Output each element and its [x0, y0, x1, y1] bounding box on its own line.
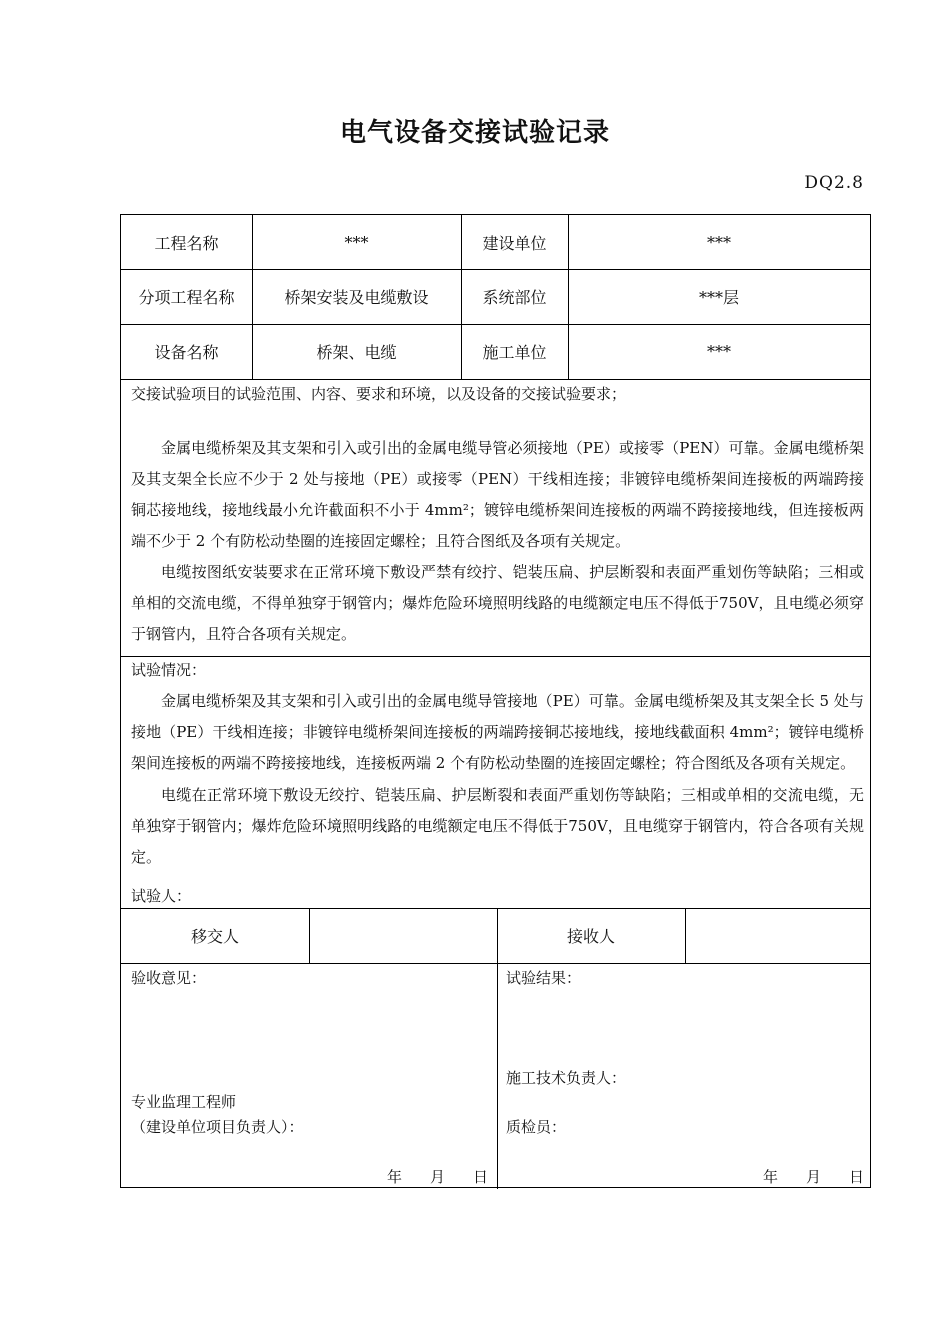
test-paragraph-1: 金属电缆桥架及其支架和引入或引出的金属电缆导管接地（PE）可靠。金属电缆桥架及其支架全长 5 处与接地（PE）干线相连接；非镀锌电缆桥架间连接板的两端跨接铜芯接地线，接地线截面积 4mm²；镀锌电缆桥架间连接板的两端不跨接接地线，连接板两端 2 个有防松动垫圈的连接固定螺栓；符合图纸及各项有关规定。 [131, 692, 864, 772]
system-part-label: 系统部位 [482, 288, 547, 307]
transfer-label: 移交人 [190, 927, 239, 946]
column-divider [497, 963, 498, 1189]
test-result-label: 试验结果： [506, 969, 582, 987]
requirements-heading: 交接试验项目的试验范围、内容、要求和环境，以及设备的交接试验要求； [131, 385, 627, 403]
result-date [763, 1166, 864, 1187]
sub-project-value: 桥架安装及电缆敷设 [284, 288, 429, 307]
receiver-label: 接收人 [566, 927, 615, 946]
test-heading: 试验情况： [131, 661, 207, 679]
system-part-value: ***层 [698, 288, 739, 307]
supervisor-label: 专业监理工程师 [131, 1093, 237, 1111]
record-form [120, 214, 871, 1188]
builder-value: *** [707, 232, 731, 252]
tech-lead-label: 施工技术负责人： [506, 1069, 627, 1087]
day-label: 日 [849, 1168, 865, 1186]
project-name-label: 工程名称 [154, 233, 219, 253]
requirements-paragraph-2: 电缆按图纸安装要求在正常环境下敷设严禁有绞拧、铠装压扁、护层断裂和表面严重划伤等缺陷；三相或单相的交流电缆，不得单独穿于钢管内；爆炸危险环境照明线路的电缆额定电压不得低于750V，且电缆必须穿于钢管内，且符合各项有关规定。 [131, 563, 864, 643]
receiver-value [685, 908, 870, 963]
test-paragraph-2: 电缆在正常环境下敷设无绞拧、铠装压扁、护层断裂和表面严重划伤等缺陷；三相或单相的交流电缆，无单独穿于钢管内；爆炸危险环境照明线路的电缆额定电压不得低于750V，且电缆穿于钢管内，符合各项有关规定。 [131, 786, 864, 866]
year-label: 年 [763, 1168, 779, 1186]
acceptance-date [387, 1166, 488, 1187]
builder-label: 建设单位 [482, 233, 547, 253]
month-label: 月 [806, 1168, 822, 1186]
sub-project-label: 分项工程名称 [138, 288, 235, 307]
transfer-value [309, 908, 497, 963]
project-name-value: *** [344, 232, 369, 252]
requirements-paragraph-1: 金属电缆桥架及其支架和引入或引出的金属电缆导管必须接地（PE）或接零（PEN）可靠。金属电缆桥架及其支架全长应不少于 2 处与接地（PE）或接零（PEN）干线相连接；非镀锌电缆桥架间连接板的两端跨接铜芯接地线，接地线最小允许截面积不小于 4mm²；镀锌电缆桥架间连接板的两端不跨接接地线，但连接板两端不少于 2 个有防松动垫圈的连接固定螺栓；且符合图纸及各项有关规定。 [131, 439, 864, 550]
acceptance-opinion-label: 验收意见： [131, 969, 207, 987]
row-divider [121, 963, 870, 964]
builder-lead-label: （建设单位项目负责人）： [131, 1118, 304, 1136]
tester-label: 试验人： [131, 887, 192, 905]
equipment-label: 设备名称 [154, 343, 219, 362]
constructor-value: *** [707, 342, 731, 361]
equipment-value: 桥架、电缆 [316, 343, 397, 362]
inspector-label: 质检员： [506, 1118, 567, 1136]
form-code: DQ2.8 [804, 173, 864, 193]
day-label: 日 [473, 1168, 489, 1186]
year-label: 年 [387, 1168, 403, 1186]
constructor-label: 施工单位 [482, 343, 547, 362]
month-label: 月 [430, 1168, 446, 1186]
document-title: 电气设备交接试验记录 [339, 118, 610, 148]
